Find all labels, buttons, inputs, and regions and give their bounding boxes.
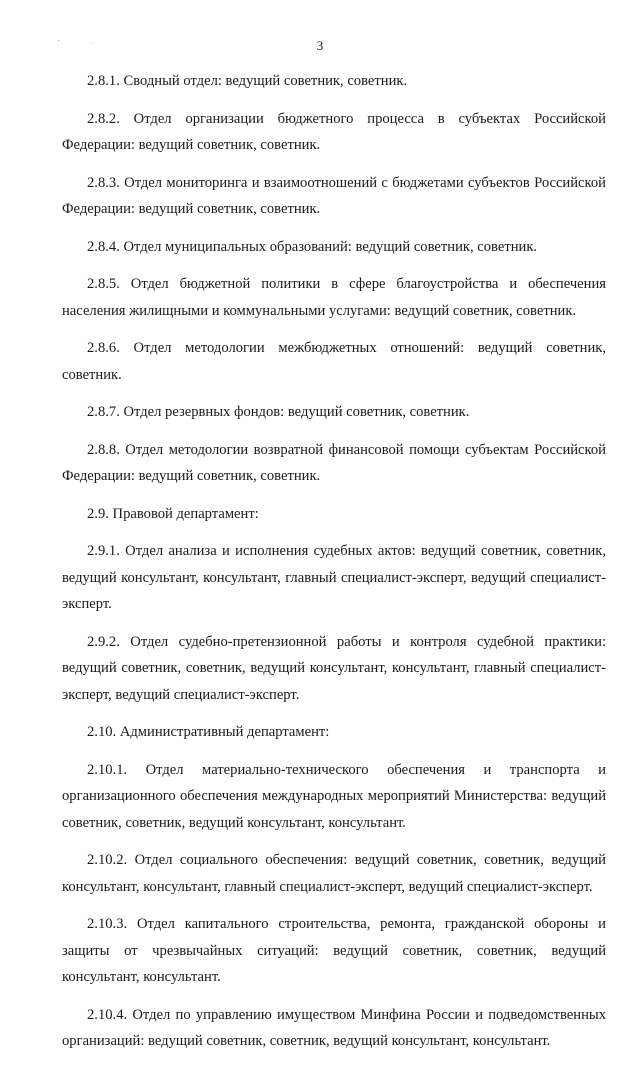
section-heading-2-10: 2.10. Административный департамент: [87, 724, 330, 740]
paragraph-2-10-2: 2.10.2. Отдел социального обеспечения: ведущий советник, советник, ведущий консультант, консультант, главный специалист-эксперт, ведущий специалист-эксперт. [62, 852, 606, 895]
scan-artifact: . [92, 40, 94, 46]
paragraph-2-8-5: 2.8.5. Отдел бюджетной политики в сфере благоустройства и обеспечения населения жилищными и коммунальными услугами: ведущий советник, советник. [62, 276, 606, 319]
paragraph-2-8-6: 2.8.6. Отдел методологии межбюджетных отношений: ведущий советник, советник. [62, 340, 606, 383]
paragraph-2-8-1: 2.8.1. Сводный отдел: ведущий советник, советник. [87, 73, 408, 89]
paragraph-2-8-8: 2.8.8. Отдел методологии возвратной финансовой помощи субъектам Российской Федерации: ведущий советник, советник. [62, 441, 606, 484]
page-number: 3 [316, 38, 324, 53]
paragraph-2-10-1: 2.10.1. Отдел материально-технического обеспечения и транспорта и организационного обеспечения международных мероприятий Министерства: ведущий советник, советник, ведущий консультант, консультант. [62, 761, 606, 831]
paragraph-2-8-4: 2.8.4. Отдел муниципальных образований: ведущий советник, советник. [87, 238, 538, 255]
paragraph-2-8-7: 2.8.7. Отдел резервных фондов: ведущий советник, советник. [87, 404, 470, 420]
paragraph-2-9-1: 2.9.1. Отдел анализа и исполнения судебных актов: ведущий советник, советник, ведущий консультант, консультант, главный специалист-эксперт, ведущий специалист-эксперт. [62, 543, 606, 612]
section-heading-2-9: 2.9. Правовой департамент: [87, 505, 259, 522]
document-body [62, 68, 606, 1066]
paragraph-2-9-2: 2.9.2. Отдел судебно-претензионной работы и контроля судебной практики: ведущий советник, советник, ведущий консультант, консультант, главный специалист-эксперт, ведущий специалист-эксперт. [62, 633, 606, 703]
paragraph-2-8-3: 2.8.3. Отдел мониторинга и взаимоотношений с бюджетами субъектов Российской Федерации: ведущий советник, советник. [62, 174, 606, 217]
paragraph-2-10-3: 2.10.3. Отдел капитального строительства, ремонта, гражданской обороны и защиты от чрезвычайных ситуаций: ведущий советник, советник, ведущий консультант, консультант. [62, 916, 606, 985]
paragraph-2-10-4: 2.10.4. Отдел по управлению имуществом Минфина России и подведомственных организаций: ведущий советник, советник, ведущий консультант, консультант. [62, 1006, 606, 1049]
scan-artifact: ' [58, 40, 60, 46]
paragraph-2-8-2: 2.8.2. Отдел организации бюджетного процесса в субъектах Российской Федерации: ведущий советник, советник. [62, 110, 606, 153]
